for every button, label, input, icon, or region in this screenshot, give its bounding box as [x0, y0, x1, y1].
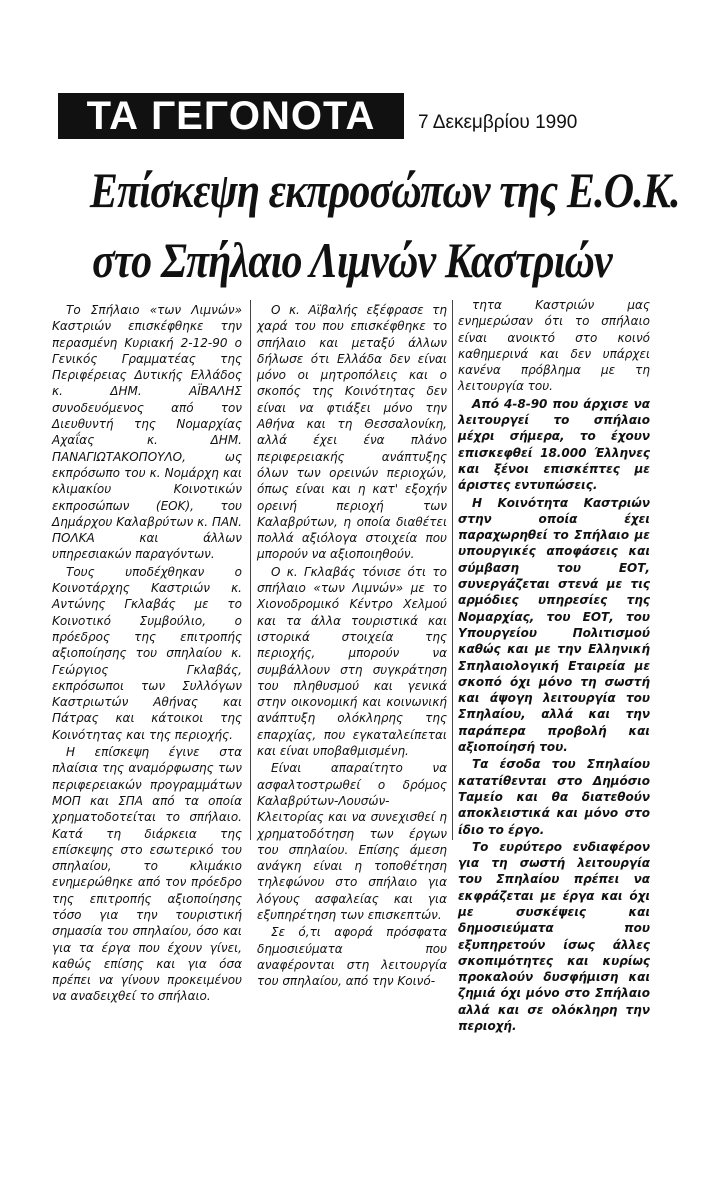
issue-date: 7 Δεκεμβρίου 1990 [418, 112, 578, 133]
article-column-2 [257, 302, 447, 989]
paragraph: Από 4-8-90 που άρχισε να λειτουργεί το σπήλαιο μέχρι σήμερα, το έχουν επισκεφθεί 18.000 Έλληνες και ξένοι επισκέπτες με άριστες εντυπώσεις. [458, 396, 650, 493]
paragraph: Το Σπήλαιο «των Λιμνών» Καστριών επισκέφθηκε την περασμένη Κυριακή 2-12-90 ο Γενικός Γραμματέας της Περιφέρειας Δυτικής Ελλάδος κ. ΔΗΜ. ΑΪΒΑΛΗΣ συνοδευόμενος από τον Διευθυντή της Νομαρχίας Αχαΐας κ. ΔΗΜ. ΠΑΝΑΓΙΩΤΑΚΟΠΟΥΛΟ, ως εκπρόσωπο του κ. Νομάρχη και κλιμακίου Κοινοτικών εκπροσώπων (ΕΟΚ), του Δημάρχου Καλαβρύτων κ. ΠΑΝ. ΠΟΛΚΑ και άλλων υπηρεσιακών παραγόντων. [52, 303, 242, 562]
paragraph: Η Κοινότητα Καστριών στην οποία έχει παραχωρηθεί το Σπήλαιο με υπουργικές αποφάσεις και σύμβαση του ΕΟΤ, συνεργάζεται στενά με τις αρμόδιες υπηρεσίες της Νομαρχίας, του ΕΟΤ, του Υπουργείου Πολιτισμού καθώς και με την Ελληνική Σπηλαιολογική Εταιρεία με σκοπό όχι μόνο τη σωστή και άψογη λειτουργία του Σπηλαίου, αλλά και την παράπερα προβολή και αξιοποίησή του. [458, 495, 650, 755]
paragraph: Η επίσκεψη έγινε στα πλαίσια της αναμόρφωσης των περιφερειακών προγραμμάτων ΜΟΠ και ΣΠΑ από τα οποία χρηματοδοτείται το σπήλαιο. Κατά τη διάρκεια της επίσκεψης στο εσωτερικό του σπηλαίου, το κλιμάκιο ενημερώθηκε από τον πρόεδρο της επιτροπής αξιοποίησης τόσο για την τουριστική σημασία του σπηλαίου, όσο και για τα έργα που έχουν γίνει, καθώς επίσης και για όσα πρέπει να γίνουν προκειμένου να αναδειχθεί το σπήλαιο. [52, 745, 242, 1004]
paragraph: Είναι απαραίτητο να ασφαλτοστρωθεί ο δρόμος Καλαβρύτων-Λουσών-Κλειτορίας και να συνεχισθεί η χρηματοδότηση των έργων του σπηλαίου. Επίσης άμεση ανάγκη είναι η τοποθέτηση τηλεφώνου στο σπήλαιο για λόγους ασφαλείας και για εξυπηρέτηση των επισκεπτών. [257, 761, 447, 922]
article-column-1 [52, 302, 242, 1005]
column-divider [452, 300, 453, 840]
column-divider [250, 300, 251, 840]
section-masthead: ΤΑ ΓΕΓΟΝΟΤΑ [58, 93, 404, 139]
paragraph: Το ευρύτερο ενδιαφέρον για τη σωστή λειτουργία του Σπηλαίου πρέπει να εκφράζεται με έργα και όχι με συσκέψεις και δημοσιεύματα που εξυπηρετούν ίσως άλλες σκοπιμότητες και κυρίως προκαλούν δυσφήμιση και ζημιά όχι μόνο στο Σπήλαιο αλλά και σε ολόκληρη την περιοχή. [458, 839, 650, 1034]
headline-line-1: Επίσκεψη εκπροσώπων της Ε.Ο.Κ. [89, 162, 680, 218]
paragraph: Σε ό,τι αφορά πρόσφατα δημοσιεύματα που αναφέρονται στη λειτουργία του σπηλαίου, από την Κοινό- [257, 925, 447, 989]
article-column-3 [458, 297, 650, 1034]
paragraph: Ο κ. Αϊβαλής εξέφρασε τη χαρά του που επισκέφθηκε το σπήλαιο και μεταξύ άλλων δήλωσε ότι Ελλάδα δεν είναι μόνο οι μητροπόλεις και ο σκοπός της Κοινότητας δεν είναι να φτιάξει μόνο την Αθήνα και τη Θεσσαλονίκη, αλλά έχει ένα πλάνο περιφερειακής ανάπτυξης όλων των ορεινών περιοχών, όπως είναι και η κατ' εξοχήν ορεινή περιοχή των Καλαβρύτων, η οποία διαθέτει πολλά αξιόλογα στοιχεία που μπορούν να αξιοποιηθούν. [257, 303, 447, 562]
paragraph: Τα έσοδα του Σπηλαίου κατατίθενται στο Δημόσιο Ταμείο και θα διατεθούν αποκλειστικά και μόνο στο ίδιο το έργο. [458, 757, 650, 837]
headline-line-2: στο Σπήλαιο Λιμνών Καστριών [92, 232, 612, 288]
paragraph: τητα Καστριών μας ενημερώσαν ότι το σπήλαιο είναι ανοικτό στο κοινό καθημερινά και δεν υπάρχει κανένα πρόβλημα με τη λειτουργία του. [458, 298, 650, 394]
paragraph: Ο κ. Γκλαβάς τόνισε ότι το σπήλαιο «των Λιμνών» με το Χιονοδρομικό Κέντρο Χελμού και τα άλλα τουριστικά και ιστορικά στοιχεία της περιοχής, μπορούν να συμβάλλουν στη συγκράτηση του πληθυσμού και γενικά στην οικονομική και κοινωνική ανάπτυξη ολόκληρης της επαρχίας, που εγκαταλείπεται και είναι υποβαθμισμένη. [257, 564, 447, 759]
paragraph: Τους υποδέχθηκαν ο Κοινοτάρχης Καστριών κ. Αντώνης Γκλαβάς με το Κοινοτικό Συμβούλιο, ο πρόεδρος της επιτροπής αξιοποίησης του σπηλαίου κ. Γεώργιος Γκλαβάς, εκπρόσωποι των Συλλόγων Καστριωτών Αθήνας και Πάτρας και κάτοικοι της Κοινότητας και της περιοχής. [52, 564, 242, 742]
